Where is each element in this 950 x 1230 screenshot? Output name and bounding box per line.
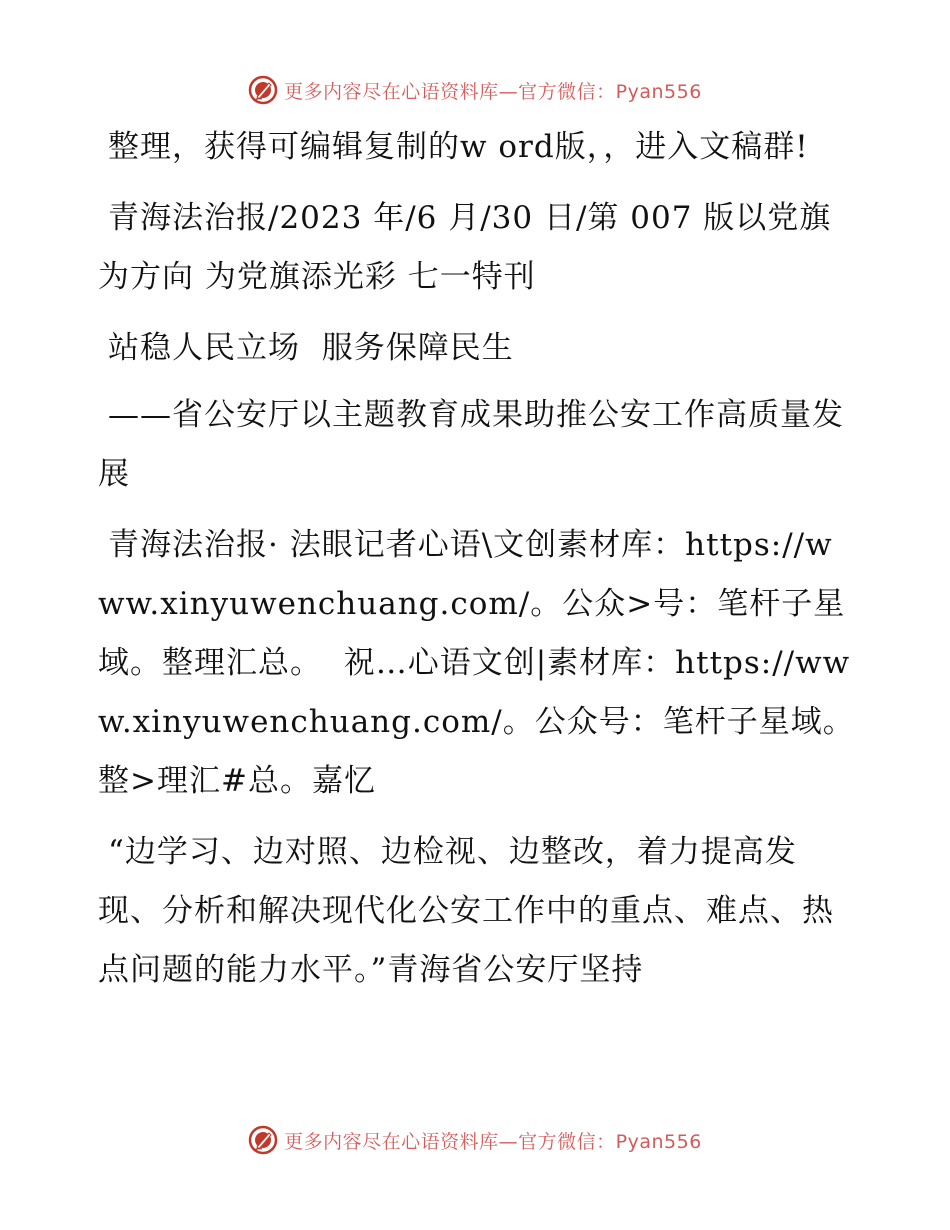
footer-banner-text: 更多内容尽在心语资料库—官方微信：Pyan556 [284, 1130, 702, 1153]
pen-in-circle-logo-icon [248, 1125, 278, 1155]
article-title: 站稳人民立场 服务保障民生 [108, 330, 514, 366]
paragraph-body: “边学习、边对照、边检视、边整改，着力提高发现、分析和解决现代化公安工作中的重点、难点、热点问题的能力水平。”青海省公安厅坚持 [98, 834, 834, 988]
footer-banner [0, 1120, 950, 1160]
header-banner [0, 70, 950, 110]
paragraph-intro: 整理，获得可编辑复制的w ord版，，进入文稿群! [108, 129, 809, 165]
paragraph-source: 青海法治报/2023 年/6 月/30 日/第 007 版以党旗为方向 为党旗添光彩 七一特刊 [98, 200, 832, 295]
pen-in-circle-logo-icon [248, 75, 278, 105]
article-subtitle: ——省公安厅以主题教育成果助推公安工作高质量发展 [98, 397, 844, 492]
header-banner-text: 更多内容尽在心语资料库—官方微信：Pyan556 [284, 80, 702, 103]
paragraph-byline: 青海法治报· 法眼记者心语\文创素材库：https://www.xinyuwenchuang.com/。公众>号：笔杆子星域。整理汇总。 祝…心语文创|素材库：https://www.xinyuwenchuang.com/。公众号：笔杆子星域。整>理汇#总。嘉忆 [98, 527, 855, 799]
document-body [98, 118, 858, 1012]
